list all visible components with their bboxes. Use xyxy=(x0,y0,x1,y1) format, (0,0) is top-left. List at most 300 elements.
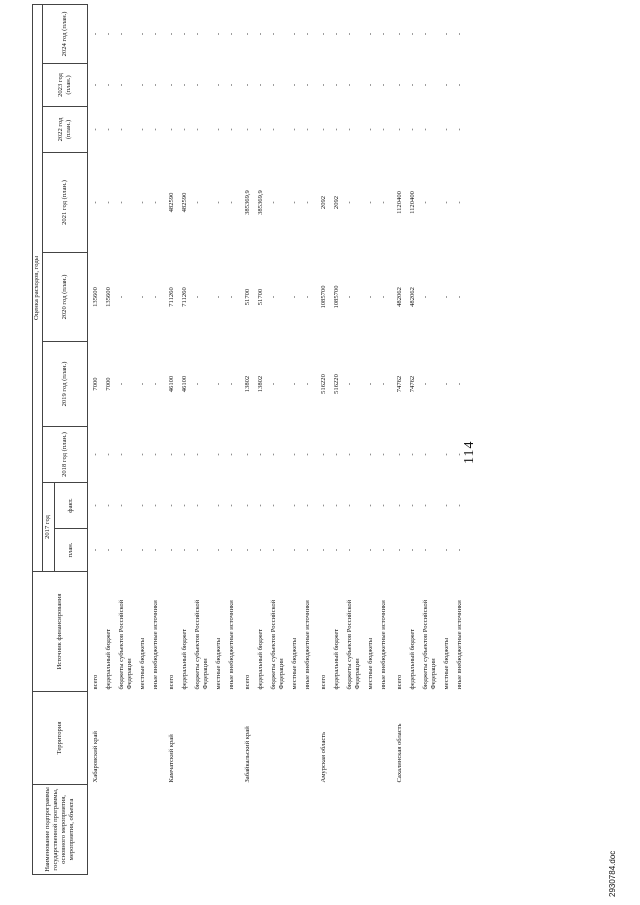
table-row xyxy=(227,4,240,874)
value-cell: - xyxy=(380,295,387,299)
value-cell: - xyxy=(380,548,387,552)
value-cell: - xyxy=(346,504,353,507)
name-cell xyxy=(421,785,442,875)
table-row xyxy=(214,4,227,874)
value-cell: - xyxy=(92,504,99,507)
value-cell: - xyxy=(291,453,298,456)
value-cell: - xyxy=(270,504,277,507)
value-cell: - xyxy=(443,382,450,386)
value-cell: - xyxy=(320,83,327,87)
value-cell: - xyxy=(320,453,327,456)
value-cell: - xyxy=(380,201,387,204)
header-2019: 2019 год (план.) xyxy=(43,342,88,427)
value-cell: - xyxy=(92,83,99,87)
value-cell: - xyxy=(139,453,146,456)
source-cell: местные бюджеты xyxy=(367,637,374,690)
table-row xyxy=(164,4,180,874)
territory-cell xyxy=(332,692,345,785)
source-cell: иные внебюджетные источники xyxy=(380,600,387,690)
source-cell: местные бюджеты xyxy=(291,637,298,690)
value-cell: - xyxy=(168,128,175,131)
value-cell: 516220 xyxy=(333,374,340,394)
table-row xyxy=(180,4,193,874)
value-cell: - xyxy=(396,83,403,87)
value-cell: - xyxy=(270,32,277,36)
value-cell: - xyxy=(181,128,188,131)
value-cell: - xyxy=(194,504,201,507)
header-name: Наименование подпрограммы государственной программы, основного мероприятия, мероприятия, объекта xyxy=(33,785,88,875)
value-cell: - xyxy=(215,32,222,36)
territory-cell: Сахалинская область xyxy=(396,723,403,783)
value-cell: - xyxy=(92,453,99,456)
value-cell: - xyxy=(304,32,311,36)
value-cell: - xyxy=(409,504,416,507)
value-cell: - xyxy=(422,83,429,87)
value-cell: - xyxy=(181,32,188,36)
name-cell xyxy=(455,785,468,875)
territory-cell xyxy=(442,692,455,785)
value-cell: - xyxy=(105,504,112,507)
territory-cell xyxy=(366,692,379,785)
value-cell: 516220 xyxy=(320,374,327,394)
table-header xyxy=(33,4,88,874)
value-cell: - xyxy=(333,453,340,456)
value-cell: - xyxy=(228,83,235,87)
territory-cell xyxy=(290,692,303,785)
name-cell xyxy=(180,785,193,875)
territory-cell xyxy=(379,692,392,785)
value-cell: - xyxy=(228,295,235,299)
value-cell: - xyxy=(346,128,353,131)
value-cell: - xyxy=(409,453,416,456)
value-cell: - xyxy=(257,504,264,507)
value-cell: - xyxy=(244,453,251,456)
value-cell: - xyxy=(443,32,450,36)
value-cell: - xyxy=(456,548,463,552)
name-cell xyxy=(442,785,455,875)
value-cell: - xyxy=(380,32,387,36)
territory-cell xyxy=(455,692,468,785)
territory-cell: Амурская область xyxy=(320,731,327,783)
source-cell: местные бюджеты xyxy=(215,637,222,690)
value-cell: 482062 xyxy=(396,287,403,307)
table-row xyxy=(290,4,303,874)
header-2017-fact: факт. xyxy=(55,483,88,529)
value-cell: - xyxy=(320,504,327,507)
value-cell: - xyxy=(168,453,175,456)
value-cell: - xyxy=(291,504,298,507)
table-row xyxy=(442,4,455,874)
source-cell: бюджеты субъектов Российской Федерации xyxy=(422,599,438,690)
value-cell: 46100 xyxy=(181,375,188,393)
table-row xyxy=(455,4,468,874)
value-cell: - xyxy=(456,453,463,456)
table-row xyxy=(193,4,214,874)
value-cell: - xyxy=(380,128,387,131)
value-cell: - xyxy=(152,504,159,507)
value-cell: - xyxy=(291,32,298,36)
value-cell: - xyxy=(194,382,201,386)
value-cell: - xyxy=(367,453,374,456)
value-cell: - xyxy=(443,295,450,299)
source-cell: федеральный бюджет xyxy=(409,628,416,690)
value-cell: - xyxy=(396,548,403,552)
source-cell: федеральный бюджет xyxy=(333,628,340,690)
value-cell: - xyxy=(409,128,416,131)
value-cell: - xyxy=(291,295,298,299)
value-cell: - xyxy=(270,295,277,299)
value-cell: - xyxy=(139,295,146,299)
value-cell: - xyxy=(118,504,125,507)
value-cell: - xyxy=(380,504,387,507)
value-cell: - xyxy=(181,83,188,87)
value-cell: - xyxy=(105,32,112,36)
value-cell: - xyxy=(367,201,374,204)
value-cell: - xyxy=(422,128,429,131)
name-cell xyxy=(193,785,214,875)
table-row xyxy=(138,4,151,874)
value-cell: - xyxy=(215,295,222,299)
value-cell: - xyxy=(92,32,99,36)
value-cell: - xyxy=(92,128,99,131)
value-cell: - xyxy=(105,453,112,456)
value-cell: - xyxy=(456,201,463,204)
value-cell: - xyxy=(215,128,222,131)
source-cell: иные внебюджетные источники xyxy=(304,600,311,690)
table-row xyxy=(256,4,269,874)
value-cell: - xyxy=(456,128,463,131)
value-cell: 1120400 xyxy=(409,191,416,214)
value-cell: - xyxy=(291,83,298,87)
value-cell: - xyxy=(333,32,340,36)
value-cell: - xyxy=(291,128,298,131)
territory-cell xyxy=(214,692,227,785)
value-cell: - xyxy=(367,32,374,36)
value-cell: - xyxy=(228,201,235,204)
budget-table xyxy=(32,4,468,875)
value-cell: - xyxy=(118,128,125,131)
value-cell: - xyxy=(396,128,403,131)
value-cell: - xyxy=(270,83,277,87)
header-2017: 2017 год xyxy=(43,483,55,572)
name-cell xyxy=(104,785,117,875)
value-cell: - xyxy=(443,128,450,131)
territory-cell xyxy=(421,692,442,785)
value-cell: - xyxy=(456,83,463,87)
value-cell: 74762 xyxy=(396,375,403,393)
territory-cell xyxy=(193,692,214,785)
value-cell: - xyxy=(257,83,264,87)
value-cell: - xyxy=(139,548,146,552)
value-cell: - xyxy=(118,32,125,36)
value-cell: - xyxy=(152,382,159,386)
territory-cell: Камчатский край xyxy=(168,734,175,783)
value-cell: - xyxy=(244,128,251,131)
value-cell: - xyxy=(304,201,311,204)
value-cell: - xyxy=(270,128,277,131)
value-cell: - xyxy=(422,504,429,507)
value-cell: 135600 xyxy=(92,287,99,307)
value-cell: - xyxy=(194,83,201,87)
value-cell: - xyxy=(422,548,429,552)
territory-cell xyxy=(151,692,164,785)
name-cell xyxy=(256,785,269,875)
source-cell: иные внебюджетные источники xyxy=(456,600,463,690)
territory-cell xyxy=(104,692,117,785)
value-cell: - xyxy=(118,83,125,87)
value-cell: 1085700 xyxy=(320,285,327,309)
value-cell: 135600 xyxy=(105,287,112,307)
territory-cell xyxy=(303,692,316,785)
value-cell: - xyxy=(367,83,374,87)
name-cell xyxy=(88,785,105,875)
value-cell: - xyxy=(215,453,222,456)
value-cell: - xyxy=(422,382,429,386)
value-cell: - xyxy=(270,382,277,386)
source-cell: бюджеты субъектов Российской Федерации xyxy=(194,599,210,690)
value-cell: 1085700 xyxy=(333,285,340,309)
value-cell: - xyxy=(346,201,353,204)
value-cell: - xyxy=(181,453,188,456)
value-cell: - xyxy=(304,453,311,456)
value-cell: - xyxy=(152,128,159,131)
table-row xyxy=(104,4,117,874)
value-cell: - xyxy=(409,83,416,87)
value-cell: - xyxy=(304,548,311,552)
source-cell: иные внебюджетные источники xyxy=(152,600,159,690)
value-cell: - xyxy=(443,504,450,507)
value-cell: - xyxy=(228,504,235,507)
value-cell: - xyxy=(194,128,201,131)
name-cell xyxy=(164,785,180,875)
header-2017-plan: план. xyxy=(55,529,88,572)
value-cell: - xyxy=(139,32,146,36)
value-cell: - xyxy=(270,453,277,456)
value-cell: - xyxy=(333,83,340,87)
header-2024: 2024 год (план.) xyxy=(43,4,88,63)
value-cell: 7000 xyxy=(105,377,112,391)
name-cell xyxy=(138,785,151,875)
table-row xyxy=(88,4,105,874)
value-cell: - xyxy=(396,453,403,456)
value-cell: - xyxy=(422,201,429,204)
value-cell: - xyxy=(346,548,353,552)
value-cell: - xyxy=(456,295,463,299)
value-cell: 482590 xyxy=(168,192,175,213)
table-row xyxy=(117,4,138,874)
value-cell: - xyxy=(194,548,201,552)
value-cell: - xyxy=(152,32,159,36)
value-cell: - xyxy=(244,32,251,36)
value-cell: - xyxy=(139,83,146,87)
value-cell: - xyxy=(409,32,416,36)
value-cell: - xyxy=(320,548,327,552)
value-cell: - xyxy=(194,32,201,36)
page-number: 114 xyxy=(462,440,477,464)
value-cell: - xyxy=(228,453,235,456)
value-cell: - xyxy=(244,504,251,507)
value-cell: - xyxy=(346,32,353,36)
source-cell: бюджеты субъектов Российской Федерации xyxy=(118,599,134,690)
value-cell: - xyxy=(443,548,450,552)
value-cell: - xyxy=(346,295,353,299)
value-cell: - xyxy=(228,382,235,386)
value-cell: - xyxy=(181,548,188,552)
value-cell: 2092 xyxy=(333,195,340,210)
value-cell: - xyxy=(181,504,188,507)
value-cell: - xyxy=(152,548,159,552)
value-cell: 51700 xyxy=(244,288,251,306)
value-cell: 51700 xyxy=(257,288,264,306)
table-row xyxy=(151,4,164,874)
name-cell xyxy=(117,785,138,875)
name-cell xyxy=(379,785,392,875)
value-cell: - xyxy=(228,548,235,552)
value-cell: 482062 xyxy=(409,287,416,307)
value-cell: - xyxy=(304,128,311,131)
value-cell: - xyxy=(320,128,327,131)
name-cell xyxy=(366,785,379,875)
table-row xyxy=(345,4,366,874)
value-cell: - xyxy=(105,128,112,131)
territory-cell xyxy=(138,692,151,785)
value-cell: 482590 xyxy=(181,192,188,213)
value-cell: - xyxy=(320,32,327,36)
value-cell: - xyxy=(139,382,146,386)
value-cell: - xyxy=(194,201,201,204)
value-cell: - xyxy=(168,32,175,36)
value-cell: - xyxy=(380,453,387,456)
header-2020: 2020 год (план.) xyxy=(43,253,88,342)
name-cell xyxy=(332,785,345,875)
value-cell: - xyxy=(194,295,201,299)
territory-cell xyxy=(117,692,138,785)
value-cell: - xyxy=(409,548,416,552)
value-cell: 74762 xyxy=(409,375,416,393)
value-cell: - xyxy=(367,128,374,131)
value-cell: - xyxy=(456,32,463,36)
header-territory: Территория xyxy=(33,692,88,785)
source-cell: всего xyxy=(396,674,403,690)
value-cell: - xyxy=(244,83,251,87)
value-cell: - xyxy=(346,382,353,386)
value-cell: 711260 xyxy=(168,287,175,307)
table-row xyxy=(421,4,442,874)
document-id: 2930784.doc xyxy=(608,850,617,897)
value-cell: - xyxy=(304,83,311,87)
territory-cell xyxy=(256,692,269,785)
value-cell: - xyxy=(443,201,450,204)
value-cell: - xyxy=(168,504,175,507)
name-cell xyxy=(316,785,332,875)
source-cell: бюджеты субъектов Российской Федерации xyxy=(346,599,362,690)
value-cell: 7000 xyxy=(92,377,99,391)
value-cell: - xyxy=(215,382,222,386)
value-cell: - xyxy=(105,201,112,204)
source-cell: всего xyxy=(92,674,99,690)
value-cell: - xyxy=(215,504,222,507)
value-cell: - xyxy=(92,548,99,552)
source-cell: всего xyxy=(320,674,327,690)
value-cell: - xyxy=(139,128,146,131)
value-cell: - xyxy=(139,201,146,204)
source-cell: местные бюджеты xyxy=(139,637,146,690)
table-row xyxy=(366,4,379,874)
value-cell: - xyxy=(152,83,159,87)
value-cell: - xyxy=(118,548,125,552)
value-cell: - xyxy=(291,548,298,552)
name-cell xyxy=(303,785,316,875)
value-cell: - xyxy=(422,453,429,456)
name-cell xyxy=(290,785,303,875)
value-cell: 1120400 xyxy=(396,191,403,214)
value-cell: - xyxy=(228,32,235,36)
value-cell: - xyxy=(215,548,222,552)
value-cell: - xyxy=(168,548,175,552)
source-cell: бюджеты субъектов Российской Федерации xyxy=(270,599,286,690)
value-cell: - xyxy=(152,453,159,456)
source-cell: федеральный бюджет xyxy=(105,628,112,690)
value-cell: 13802 xyxy=(244,375,251,393)
name-cell xyxy=(408,785,421,875)
value-cell: - xyxy=(396,32,403,36)
name-cell xyxy=(151,785,164,875)
source-cell: всего xyxy=(168,674,175,690)
table-row xyxy=(379,4,392,874)
name-cell xyxy=(345,785,366,875)
value-cell: 385369,9 xyxy=(244,190,251,215)
table-row xyxy=(392,4,408,874)
name-cell xyxy=(392,785,408,875)
value-cell: - xyxy=(456,382,463,386)
value-cell: - xyxy=(228,128,235,131)
value-cell: - xyxy=(304,295,311,299)
source-cell: местные бюджеты xyxy=(443,637,450,690)
value-cell: - xyxy=(367,382,374,386)
territory-cell xyxy=(408,692,421,785)
value-cell: - xyxy=(215,83,222,87)
value-cell: - xyxy=(105,83,112,87)
table-row xyxy=(408,4,421,874)
value-cell: - xyxy=(257,453,264,456)
value-cell: - xyxy=(291,201,298,204)
value-cell: - xyxy=(380,83,387,87)
value-cell: - xyxy=(118,382,125,386)
value-cell: - xyxy=(367,504,374,507)
table-row xyxy=(316,4,332,874)
header-2023: 2023 год (план.) xyxy=(43,64,88,107)
value-cell: - xyxy=(244,548,251,552)
header-estimate: Оценка расходов, годы xyxy=(33,4,43,571)
table-row xyxy=(303,4,316,874)
table-row xyxy=(332,4,345,874)
header-source: Источник финансирования xyxy=(33,572,88,692)
value-cell: - xyxy=(304,382,311,386)
value-cell: - xyxy=(118,295,125,299)
value-cell: - xyxy=(380,382,387,386)
value-cell: - xyxy=(333,504,340,507)
value-cell: - xyxy=(367,295,374,299)
value-cell: - xyxy=(118,453,125,456)
value-cell: - xyxy=(270,548,277,552)
header-2018: 2018 год (план.) xyxy=(43,427,88,483)
name-cell xyxy=(240,785,256,875)
source-cell: иные внебюджетные источники xyxy=(228,600,235,690)
name-cell xyxy=(214,785,227,875)
value-cell: - xyxy=(152,201,159,204)
value-cell: 46100 xyxy=(168,375,175,393)
value-cell: - xyxy=(152,295,159,299)
